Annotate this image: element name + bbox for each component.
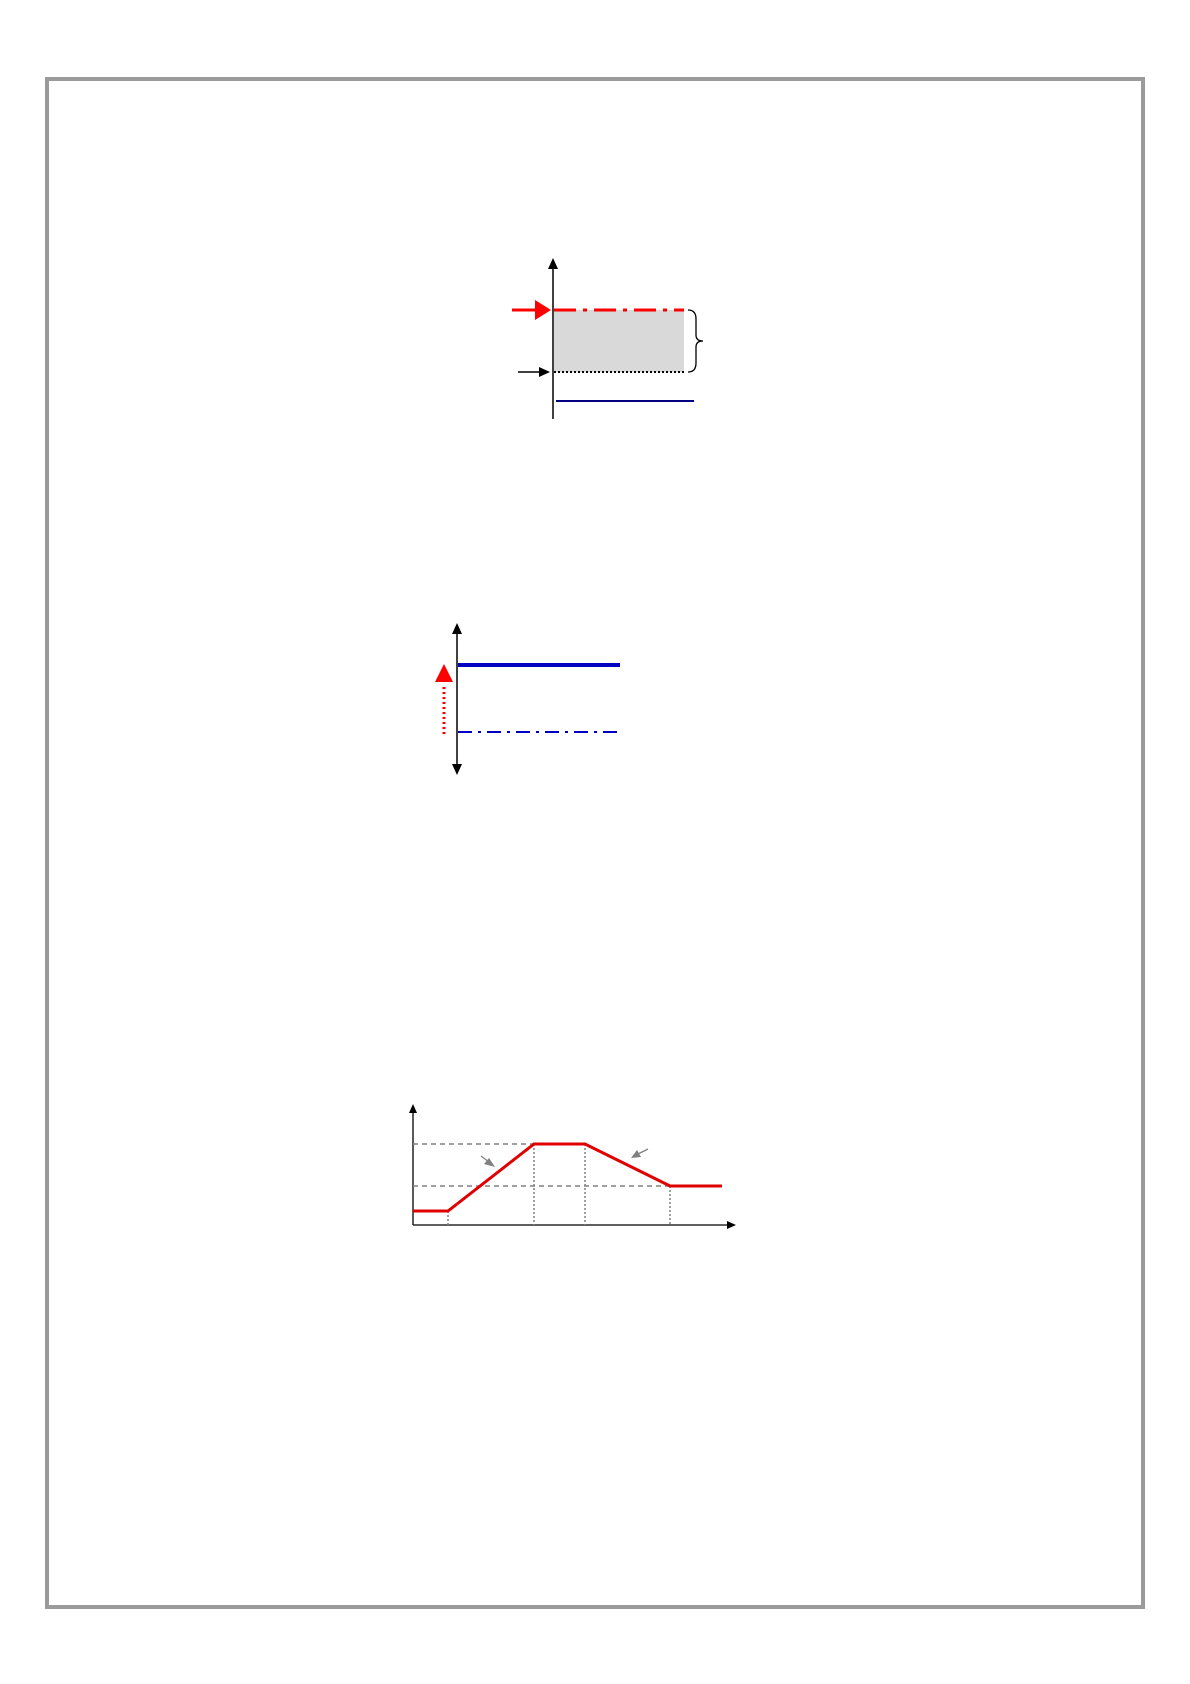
y-axis-arrow bbox=[409, 1104, 417, 1225]
band-diagram bbox=[500, 255, 720, 425]
shaded-band bbox=[554, 310, 684, 372]
ramp-diagram bbox=[400, 1100, 750, 1240]
black-indicator-arrow bbox=[518, 367, 550, 377]
red-indicator-arrow bbox=[512, 300, 551, 320]
red-dotted-up-arrow bbox=[435, 664, 453, 734]
rise-pointer-arrow bbox=[481, 1156, 495, 1167]
double-headed-vertical-axis bbox=[452, 623, 462, 775]
x-axis-arrow bbox=[413, 1221, 736, 1229]
right-brace bbox=[688, 310, 703, 372]
red-ramp-profile bbox=[413, 1144, 722, 1211]
fall-pointer-arrow bbox=[631, 1149, 648, 1158]
shift-diagram bbox=[410, 620, 630, 780]
